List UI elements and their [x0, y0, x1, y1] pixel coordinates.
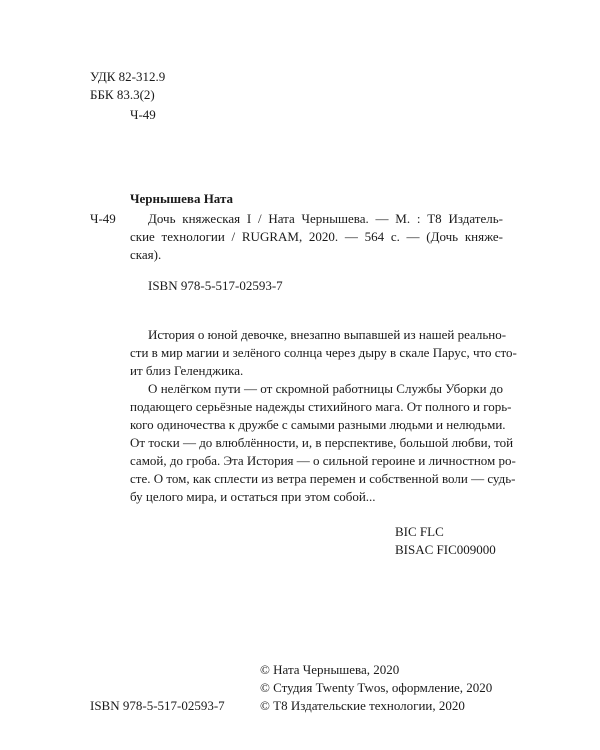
record-isbn: ISBN 978-5-517-02593-7 [148, 278, 283, 293]
footer-isbn: ISBN 978-5-517-02593-7 [90, 698, 225, 713]
annotation-line: ит близ Геленджика. [130, 363, 244, 378]
annotation-line: История о юной девочке, внезапно выпавшей из нашей реально- [148, 327, 507, 342]
annotation-line: сти в мир магии и зелёного солнца через дыру в скале Парус, что сто- [130, 345, 517, 360]
bbk-code: ББК 83.3(2) [90, 87, 155, 102]
copyright-line: © Т8 Издательские технологии, 2020 [260, 698, 465, 713]
annotation-line: подающего серьёзные надежды стихийного мага. От полного и горь- [130, 399, 512, 414]
annotation-line: сте. О том, как сплести из ветра перемен и собственной воли — судь- [130, 471, 516, 486]
author-mark: Ч-49 [130, 107, 156, 122]
udk-code: УДК 82-312.9 [90, 69, 166, 84]
record-mark: Ч-49 [90, 211, 116, 226]
annotation-line: бу целого мира, и остаться при этом собой... [130, 489, 376, 504]
author-name: Чернышева Ната [130, 191, 234, 206]
annotation-line: кого одиночества к дружбе с самыми разными людьми и нелюдьми. [130, 417, 506, 432]
record-line: ская). [130, 247, 162, 262]
record-line: Дочь княжеская I / Ната Чернышева. — М. : Т8 Издатель- [148, 211, 503, 226]
bisac-code: BISAC FIC009000 [395, 542, 496, 557]
bic-code: BIC FLC [395, 524, 444, 539]
copyright-line: © Ната Чернышева, 2020 [260, 662, 400, 677]
annotation-line: самой, до гроба. Эта История — о сильной героине и личностном ро- [130, 453, 516, 468]
copyright-line: © Студия Twenty Twos, оформление, 2020 [260, 680, 493, 695]
record-line: ские технологии / RUGRAM, 2020. — 564 с. — (Дочь княже- [130, 229, 503, 244]
annotation-line: От тоски — до влюблённости, и, в перспективе, большой любви, той [130, 435, 514, 450]
annotation-line: О нелёгком пути — от скромной работницы Службы Уборки до [148, 381, 503, 396]
